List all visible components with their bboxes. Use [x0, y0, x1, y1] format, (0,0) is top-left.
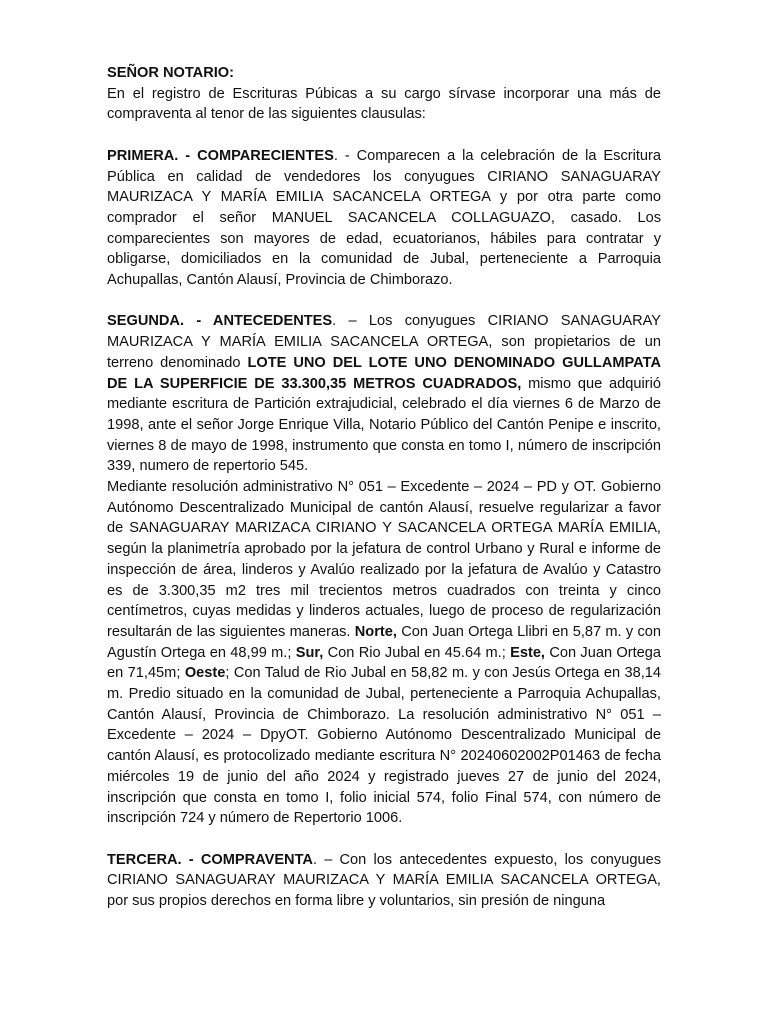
clause-segunda — [107, 311, 661, 477]
notary-heading — [107, 63, 661, 84]
clause-tercera-body: . – Con los antecedentes expuesto, los conyugues CIRIANO SANAGUARAY MAURIZACA Y MARÍA EMILIA SACANCELA ORTEGA, por sus propios derechos en forma libre y voluntarios, sin presión de ninguna — [107, 851, 661, 910]
clause-segunda-title: SEGUNDA. - ANTECEDENTES — [107, 313, 333, 330]
boundary-north-text: Con Juan Ortega Llibri en 5,87 m. y con Agustín Ortega en 48,99 m.; — [107, 623, 661, 661]
paragraph-spacer — [107, 125, 661, 146]
clause-segunda-body-2: mismo que adquirió mediante escritura de Partición extrajudicial, celebrado el día viernes 6 de Marzo de 1998, ante el señor Jorge Enrique Villa, Notario Público del Cantón Penipe e inscrito, viernes 8 de mayo de 1998, instrumento que consta en tomo I, número de inscripción 339, numero de repertorio 545. — [107, 375, 661, 475]
boundary-north-label: Norte, — [354, 623, 397, 640]
resolution-paragraph — [107, 477, 661, 829]
document-body — [107, 63, 661, 912]
notary-heading-text: SEÑOR NOTARIO: — [107, 65, 235, 81]
boundary-west-text: ; Con Talud de Rio Jubal en 58,82 m. y con Jesús Ortega en 38,14 m. Predio situado en la comunidad de Jubal, perteneciente a Parroquia Achupallas, Cantón Alausí, Provincia de Chimborazo. La resolución administrativo N° 051 – Excedente – 2024 – DpyOT. Gobierno Autónomo Descentralizado Municipal de cantón Alausí, es protocolizado mediante escritura N° 20240602002P01463 de fecha miércoles 19 de junio del año 2024 y registrado jueves 27 de junio del 2024, inscripción que consta en tomo I, folio inicial 574, folio Final 574, con número de inscripción 724 y número de Repertorio 1006. — [107, 665, 662, 827]
intro-paragraph: En el registro de Escrituras Púbicas a su cargo sírvase incorporar una más de compraventa al tenor de las siguientes clausulas: — [107, 85, 661, 123]
resolution-text: Mediante resolución administrativo N° 051 – Excedente – 2024 – PD y OT. Gobierno Autónomo Descentralizado Municipal de cantón Alausí, resuelve regularizar a favor de SANAGUARAY MARIZACA CIRIANO Y SACANCELA ORTEGA MARÍA EMILIA, según la planimetría aprobado por la jefatura de control Urbano y Rural e informe de inspección de área, linderos y Avalúo realizado por la jefatura de Avalúo y Catastro es de 3.300,35 m2 tres mil trecientos metros cuadrados con treinta y cinco centímetros, cuyas medidas y linderos actuales, luego de proceso de regularización resultarán de las siguientes maneras. — [107, 479, 661, 640]
clause-tercera-title: TERCERA. - COMPRAVENTA — [107, 851, 313, 868]
boundary-south-text: Con Rio Jubal en 45.64 m.; — [323, 644, 511, 661]
paragraph-spacer — [107, 829, 661, 850]
clause-segunda-body-1: . – Los conyugues CIRIANO SANAGUARAY MAURIZACA Y MARÍA EMILIA SACANCELA ORTEGA, son propietarios de un terreno denominado — [107, 313, 661, 371]
lote-description: LOTE UNO DEL LOTE UNO DENOMINADO GULLAMPATA DE LA SUPERFICIE DE 33.300,35 METROS CUADRADOS, — [107, 354, 661, 392]
clause-primera-body: . - Comparecen a la celebración de la Escritura Pública en calidad de vendedores los conyugues CIRIANO SANAGUARAY MAURIZACA Y MARÍA EMILIA SACANCELA ORTEGA y por otra parte como comprador el señor MANUEL SACANCELA COLLAGUAZO, casado. Los comparecientes son mayores de edad, ecuatorianos, hábiles para contratar y obligarse, domiciliados en la comunidad de Jubal, perteneciente a Parroquia Achupallas, Cantón Alausí, Provincia de Chimborazo. — [107, 147, 661, 289]
paragraph-spacer — [107, 291, 661, 312]
boundary-east-text: Con Juan Ortega en 71,45m; — [107, 644, 661, 682]
clause-primera-title: PRIMERA. - COMPARECIENTES — [107, 147, 334, 164]
clause-primera — [107, 146, 661, 291]
boundary-west-label: Oeste — [184, 665, 226, 682]
clause-tercera — [107, 850, 661, 912]
boundary-south-label: Sur, — [295, 644, 324, 661]
boundary-east-label: Este, — [510, 644, 545, 661]
